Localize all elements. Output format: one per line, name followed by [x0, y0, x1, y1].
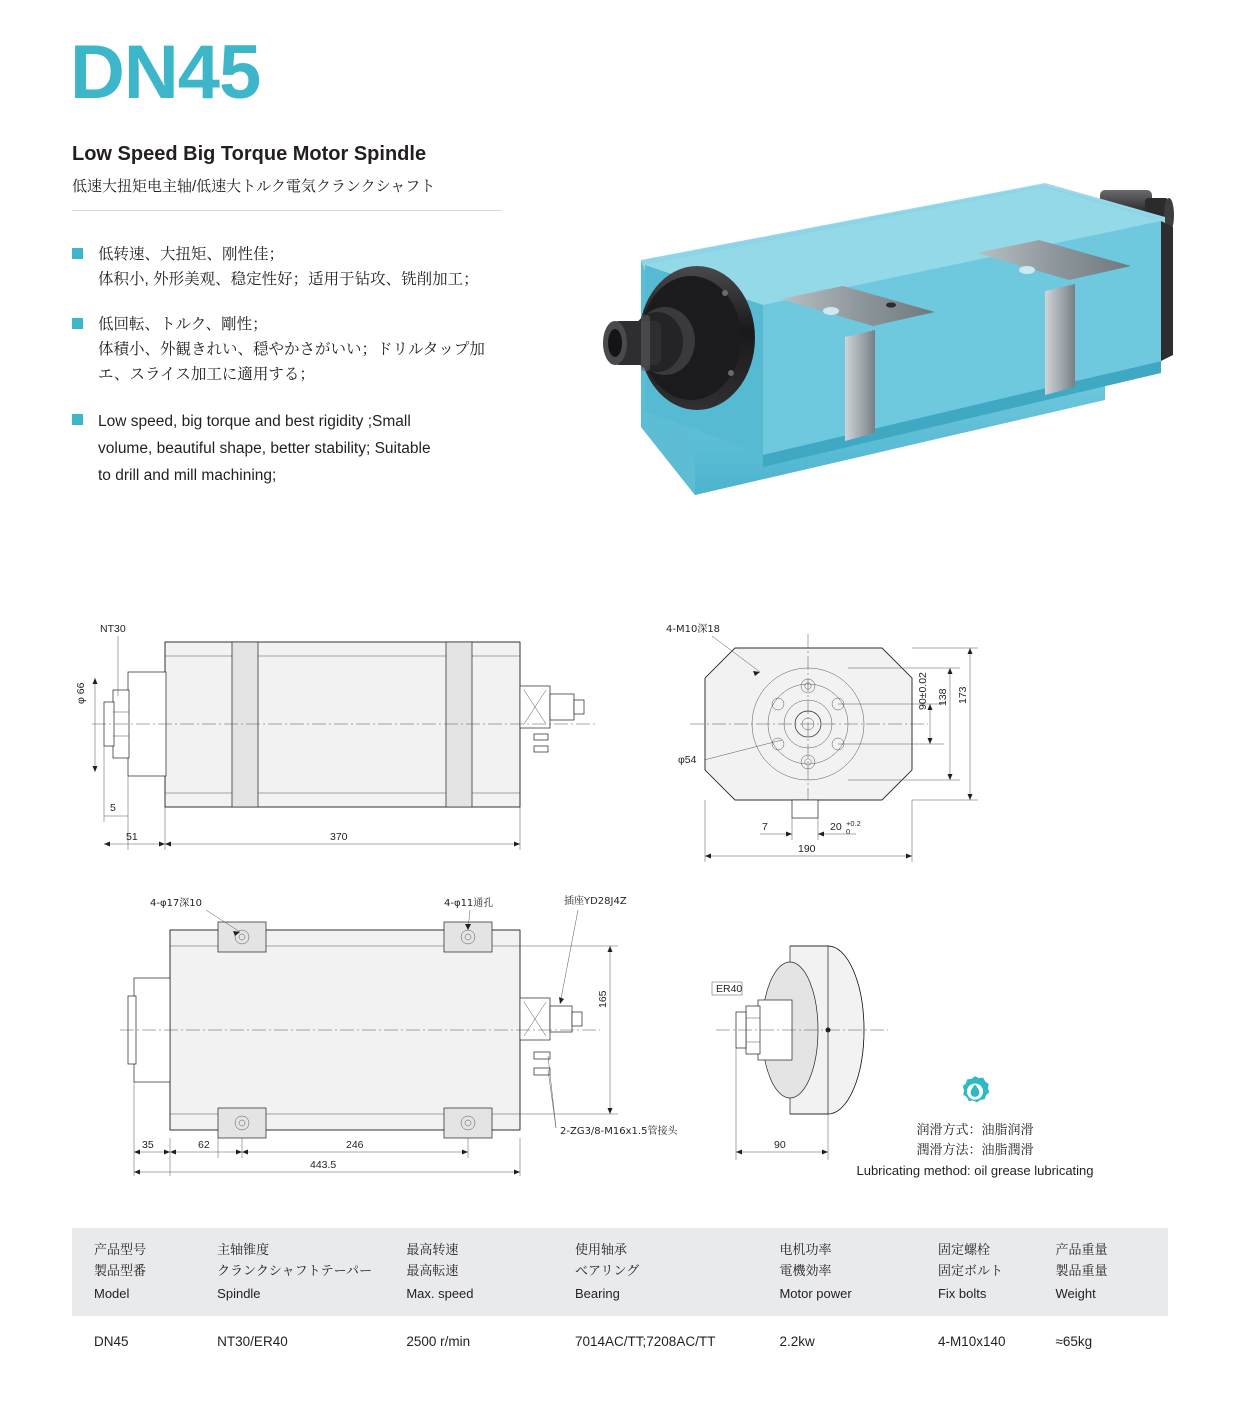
cell-motor-power: 2.2kw	[779, 1334, 815, 1350]
table-header-row	[72, 1228, 1168, 1316]
dim-label-190: 190	[798, 843, 816, 855]
oil-drop-gear-icon	[958, 1075, 992, 1109]
dim-label-5: 5	[110, 802, 116, 814]
dim-label-90tol: 90±0.02	[917, 672, 929, 710]
dim-label-20: 20	[830, 821, 842, 833]
dim-label-138: 138	[937, 688, 949, 706]
th-fix-bolts: 固定螺栓 固定ボルト Fix bolts	[938, 1228, 1056, 1316]
dim-label-35: 35	[142, 1139, 154, 1151]
feature-line: to drill and mill machining;	[98, 466, 277, 484]
dim-label-nt30: NT30	[100, 623, 126, 635]
dim-label-d66: φ 66	[75, 682, 87, 704]
dim-label-20-upper: +0.2	[846, 819, 861, 828]
cell-model: DN45	[94, 1334, 129, 1350]
feature-line: 低回転、トルク、剛性；	[98, 316, 268, 334]
bullet-square-icon	[72, 248, 83, 259]
port-boss-2	[1019, 266, 1035, 274]
dim-label-173: 173	[957, 686, 969, 704]
dim-label-7: 7	[762, 821, 768, 833]
feature-line: エ、スライス加工に適用する；	[98, 366, 315, 384]
bullet-square-icon	[72, 414, 83, 425]
hero-section	[0, 0, 1240, 560]
dim-label-4435: 443.5	[310, 1159, 337, 1171]
feature-line: 体积小, 外形美观、稳定性好；适用于钻攻、铣削加工；	[98, 271, 479, 289]
list-item	[72, 408, 502, 489]
lubrication-line-en: Lubricating method: oil grease lubricating	[856, 1163, 1094, 1179]
th-max-speed: 最高转速 最高転速 Max. speed	[406, 1228, 575, 1316]
dim-label-er40: ER40	[716, 983, 743, 995]
lubrication-line-cn: 润滑方式：油脂润滑	[916, 1123, 1034, 1138]
subtitle-cjk: 低速大扭矩电主轴/低速大トルク電気クランクシャフト	[72, 178, 436, 195]
dim-label-165: 165	[597, 990, 609, 1008]
cell-spindle: NT30/ER40	[217, 1334, 288, 1350]
spindle-nose	[603, 266, 755, 410]
dim-label-zg38: 2-ZG3/8-M16x1.5管接头	[560, 1126, 678, 1137]
list-item	[72, 312, 502, 387]
dim-label-4m10: 4-M10深18	[666, 624, 721, 635]
spec-table	[72, 1228, 1168, 1363]
list-item	[72, 242, 502, 292]
feature-list	[72, 242, 502, 509]
bullet-square-icon	[72, 318, 83, 329]
dim-label-90: 90	[774, 1139, 786, 1151]
dim-label-socket: 插座YD28J4Z	[564, 896, 627, 907]
th-motor-power: 电机功率 電機効率 Motor power	[779, 1228, 937, 1316]
header-divider	[72, 210, 502, 211]
th-model: 产品型号 製品型番 Model	[72, 1228, 217, 1316]
dim-label-4d17: 4-φ17深10	[150, 898, 203, 909]
cell-weight: ≈65kg	[1055, 1334, 1093, 1350]
side-rail-2	[1045, 284, 1075, 395]
page-title: DN45	[70, 30, 261, 115]
table-row	[72, 1316, 1168, 1363]
feature-line: volume, beautiful shape, better stability; Suitable	[98, 439, 431, 457]
dim-label-370: 370	[330, 831, 348, 843]
drawing-front-view	[75, 623, 596, 850]
feature-line: 低转速、大扭矩、刚性佳；	[98, 246, 285, 263]
th-weight: 产品重量 製品重量 Weight	[1056, 1228, 1169, 1316]
th-spindle: 主轴锥度 クランクシャフトテーパー Spindle	[217, 1228, 406, 1316]
dim-label-246: 246	[346, 1139, 364, 1151]
feature-line: 体積小、外観きれい、穏やかさがいい；ドリルタップ加	[98, 341, 485, 359]
dim-label-20-lower: 0	[846, 827, 851, 836]
lubrication-line-jp: 潤滑方法：油脂潤滑	[916, 1143, 1034, 1159]
subtitle-english: Low Speed Big Torque Motor Spindle	[72, 143, 427, 165]
drawing-end-view	[666, 623, 978, 862]
product-photo	[545, 165, 1205, 510]
lubrication-note	[790, 1075, 1160, 1181]
feature-line: Low speed, big torque and best rigidity ;Small	[98, 412, 411, 430]
dim-label-62: 62	[198, 1139, 210, 1151]
cell-max-speed: 2500 r/min	[406, 1334, 471, 1350]
dim-label-d54: φ54	[678, 754, 697, 766]
th-bearing: 使用轴承 ベアリング Bearing	[575, 1228, 779, 1316]
dim-label-51: 51	[126, 831, 138, 843]
port-boss-1	[823, 307, 839, 315]
cell-fix-bolts: 4-M10x140	[937, 1334, 1006, 1350]
cell-bearing: 7014AC/TT;7208AC/TT	[575, 1334, 716, 1350]
drawing-top-view	[120, 894, 678, 1176]
side-rail-1	[845, 330, 875, 441]
rear-housing	[1161, 221, 1173, 361]
dim-label-4d11: 4-φ11通孔	[444, 898, 494, 909]
